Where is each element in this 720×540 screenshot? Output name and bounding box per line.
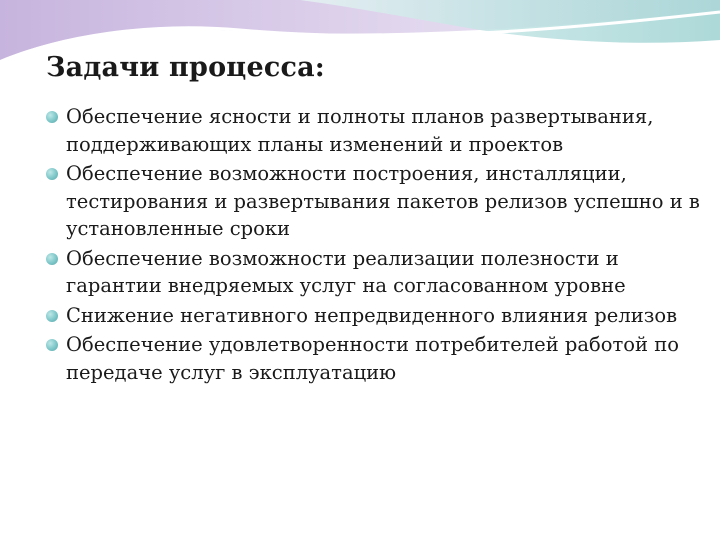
teal-dot-icon bbox=[46, 339, 58, 351]
bullet-item bbox=[46, 160, 706, 243]
teal-dot-icon bbox=[46, 168, 58, 180]
bullet-text: Обеспечение возможности построения, инсталляции, тестирования и развертывания пакетов релизов успешно и в установленные сроки bbox=[66, 162, 700, 240]
header-wave-decoration bbox=[0, 0, 720, 100]
bullet-text: Обеспечение возможности реализации полезности и гарантии внедряемых услуг на согласованном уровне bbox=[66, 246, 626, 297]
bullet-item bbox=[46, 103, 706, 158]
bullet-list bbox=[46, 103, 706, 388]
bullet-text: Снижение негативного непредвиденного влияния релизов bbox=[66, 303, 678, 327]
bullet-text: Обеспечение удовлетворенности потребителей работой по передаче услуг в эксплуатацию bbox=[66, 333, 679, 384]
teal-dot-icon bbox=[46, 310, 58, 322]
slide-title: Задачи процесса: bbox=[46, 52, 325, 83]
bullet-item bbox=[46, 331, 706, 386]
bullet-text: Обеспечение ясности и полноты планов развертывания, поддерживающих планы изменений и проектов bbox=[66, 105, 654, 156]
teal-dot-icon bbox=[46, 253, 58, 265]
bullet-item bbox=[46, 245, 706, 300]
teal-dot-icon bbox=[46, 111, 58, 123]
bullet-item bbox=[46, 302, 706, 330]
